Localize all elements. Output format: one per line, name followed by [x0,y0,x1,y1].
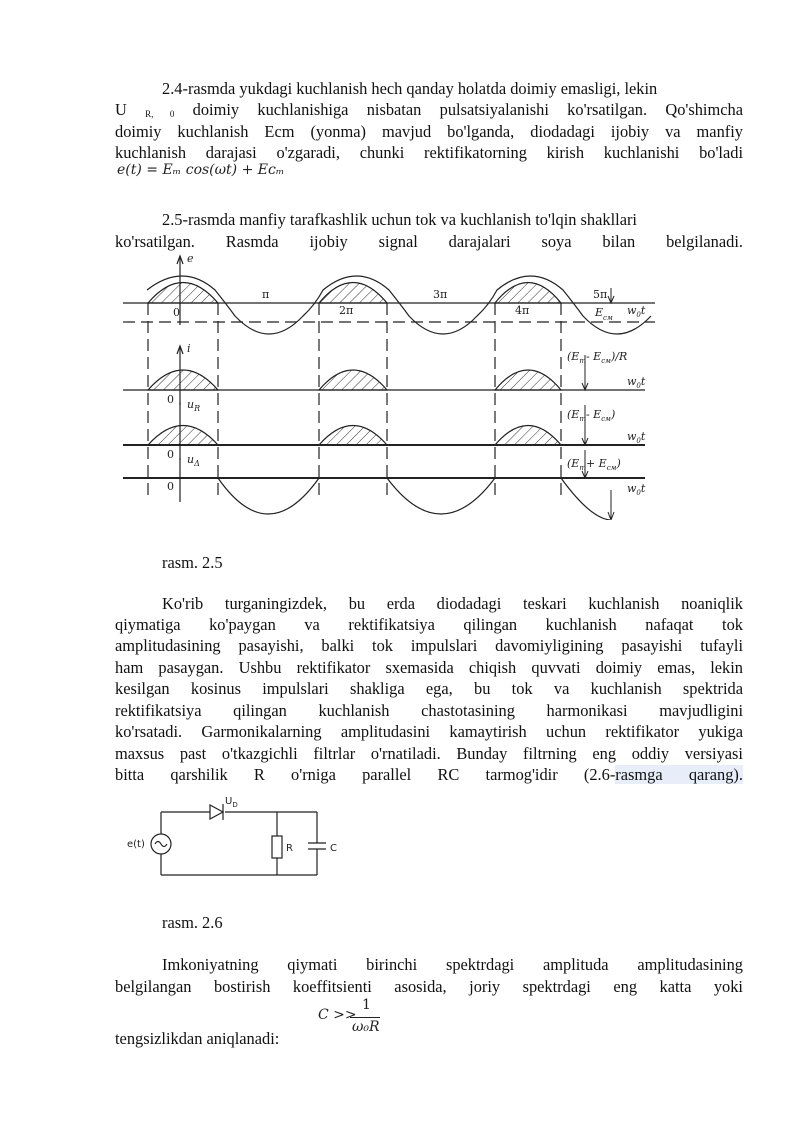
tick-2pi: 2π [339,304,354,317]
uR-pulse-1 [148,426,218,446]
para3-line-4: kesilgan kosinus impulslari shakliga ega, bu tok va kuchlanish spektrida [115,679,743,698]
e-hump-3 [495,283,561,304]
para3-line-7: maxsus past o'tkazgichli filtrlar o'rnatiladi. Bunday filtrning eng oddiy versiyasi [115,744,743,763]
tick-pi: π [262,288,270,301]
para1-line3: doimiy kuchlanish Ecm (yonma) mavjud bo'lganda, diodadagi ijobiy va manfiy [115,122,743,141]
uD-amplitude-label: $(E_m+ E_{cм})$ [567,457,621,472]
uR-axis-label: $u_R$ [187,398,201,413]
para1-line4: kuchlanish darajasi o'zgaradi, chunki rektifikatorning kirish kuchlanishi bo'ladi [115,143,743,162]
para3-line-1: qiymatiga ko'paygan va rektifikatsiya qilingan kuchlanish nafaqat tok [115,615,743,634]
uD-curve [218,478,610,520]
zero-uR: 0 [167,448,174,461]
tick-3pi: 3π [433,288,448,301]
wt-label-e: $w_0t$ [627,304,646,319]
formula-left: C >> [318,1007,357,1023]
e-axis-label: e [187,252,194,265]
i-amplitude-label: ($E_m-$ $E_{cм})/R$ [567,350,628,365]
para4-line1: Imkoniyatning qiymati birinchi spektrdagi amplituda amplitudasining [162,955,743,974]
uR-pulse-3 [495,426,561,446]
i-pulse-1 [148,370,218,390]
uR-pulse-2 [319,426,387,446]
para3-line-5: rektifikatsiya qilingan kuchlanish chastotasining harmonikasi mavjudligini [115,701,743,720]
ecm-label: $E_{cм}$ [595,306,613,322]
i-pulse-2 [319,370,387,390]
zero-e: 0 [173,306,180,319]
para3-line-8: bitta qarshilik R o'rniga parallel RC tarmog'idir (2.6-rasmga qarang). [115,765,743,784]
para3-line-0: Ko'rib turganingizdek, bu erda diodadagi teskari kuchlanish noaniqlik [162,594,743,613]
resistor-symbol [272,836,282,858]
para4-line3: tengsizlikdan aniqlanadi: [115,1029,280,1048]
para3-line-6: ko'rsatadi. Garmonikalarning amplitudasini kamaytirish uchun rektifikator yukiga [115,722,743,741]
capacitor-label: C [330,843,337,854]
para2-line2: ko'rsatilgan. Rasmda ijobiy signal darajalari soya bilan belgilanadi. [115,232,743,251]
para1-formula: e(t) = Eₘ cos(ωt) + Eᴄₘ [117,162,285,178]
para4-line2: belgilangan bostirish koeffitsienti asosida, joriy spektrdagi eng katta yoki [115,977,743,996]
diode-label: $U_D$ [225,796,238,809]
resistor-label: R [286,843,293,854]
para3-line-2: amplitudasining pasayishi, balki tok impulslari davomiyligining pasayishi tufayli [115,636,743,655]
diode-symbol [210,805,223,819]
caption-2-6: rasm. 2.6 [162,913,223,932]
zero-uD: 0 [167,480,174,493]
uR-amplitude-label: ($E_m-$ $E_{cм}$) [567,408,616,423]
source-label: e(t) [127,839,145,850]
zero-i: 0 [167,393,174,406]
figure-2-6-circuit [125,792,355,882]
wt-label-uR: $w_0t$ [627,430,646,445]
uD-axis-label: $u_\Delta$ [187,453,200,468]
para2-line1: 2.5-rasmda manfiy tarafkashlik uchun tok va kuchlanish to'lqin shakllari [162,210,637,229]
tick-5pi: 5π [593,288,608,301]
e-hump-1 [148,283,218,304]
para1-line1: 2.4-rasmda yukdagi kuchlanish hech qanday holatda doimiy emasligi, lekin [162,79,658,98]
i-pulse-3 [495,370,561,390]
formula-denominator: ω₀R [352,1019,380,1035]
para3-line-3: ham pasaygan. Ushbu rektifikator sxemasida chiqish quvvati doimiy emas, lekin [115,658,743,677]
figure-2-5-waveforms [115,250,795,520]
fraction-bar [350,1017,380,1018]
i-axis-label: i [187,342,191,355]
wt-label-i: $w_0t$ [627,375,646,390]
e-sine-curve [147,276,651,334]
caption-2-5: rasm. 2.5 [162,553,223,572]
wt-label-uD: $w_0t$ [627,482,646,497]
para1-line2: U $_{R, 0}$ doimiy kuchlanishiga nisbatan pulsatsiyalanishi ko'rsatilgan. Qo'shimcha [115,100,743,119]
formula-numerator: 1 [362,997,371,1013]
tick-4pi: 4π [515,304,530,317]
